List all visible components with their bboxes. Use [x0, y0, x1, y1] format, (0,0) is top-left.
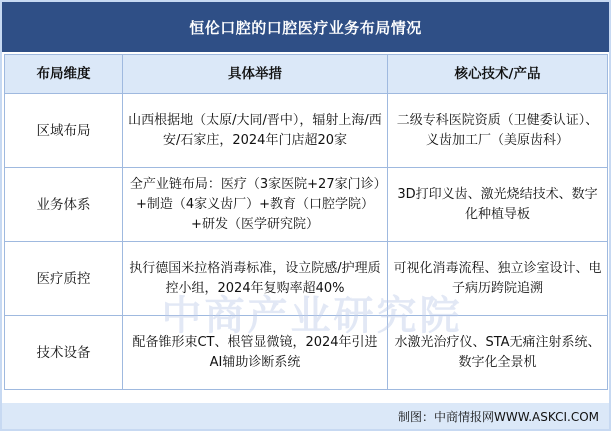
- row-measures: 配备锥形束CT、根管显微镜，2024年引进AI辅助诊断系统: [123, 316, 388, 390]
- row-category: 医疗质控: [5, 242, 123, 316]
- row-category: 区域布局: [5, 94, 123, 168]
- header-tech: 核心技术/产品: [388, 55, 608, 94]
- row-measures: 执行德国米拉格消毒标准，设立院感/护理质控小组，2024年复购率超40%: [123, 242, 388, 316]
- layout-table: [4, 54, 608, 390]
- row-category: 技术设备: [5, 316, 123, 390]
- table-header-row: [5, 55, 608, 94]
- row-measures: 山西根据地（太原/大同/晋中），辐射上海/西安/石家庄，2024年门店超20家: [123, 94, 388, 168]
- row-tech: 水激光治疗仪、STA无痛注射系统、数字化全景机: [388, 316, 608, 390]
- header-dimension: 布局维度: [5, 55, 123, 94]
- row-tech: 3D打印义齿、激光烧结技术、数字化种植导板: [388, 168, 608, 242]
- row-tech: 可视化消毒流程、独立诊室设计、电子病历跨院追溯: [388, 242, 608, 316]
- header-measures: 具体举措: [123, 55, 388, 94]
- row-measures: 全产业链布局：医疗（3家医院+27家门诊）+制造（4家义齿厂）+教育（口腔学院）+研发（医学研究院）: [123, 168, 388, 242]
- table-row: [5, 168, 608, 242]
- table-row: [5, 316, 608, 390]
- row-tech: 二级专科医院资质（卫健委认证）、义齿加工厂（美原齿科）: [388, 94, 608, 168]
- watermark: 中商产业研究院: [161, 292, 463, 339]
- table-row: [5, 94, 608, 168]
- table-title: 恒伦口腔的口腔医疗业务布局情况: [2, 2, 609, 52]
- row-category: 业务体系: [5, 168, 123, 242]
- footer-credit: 制图：中商情报网WWW.ASKCI.COM: [2, 403, 609, 429]
- table-row: [5, 242, 608, 316]
